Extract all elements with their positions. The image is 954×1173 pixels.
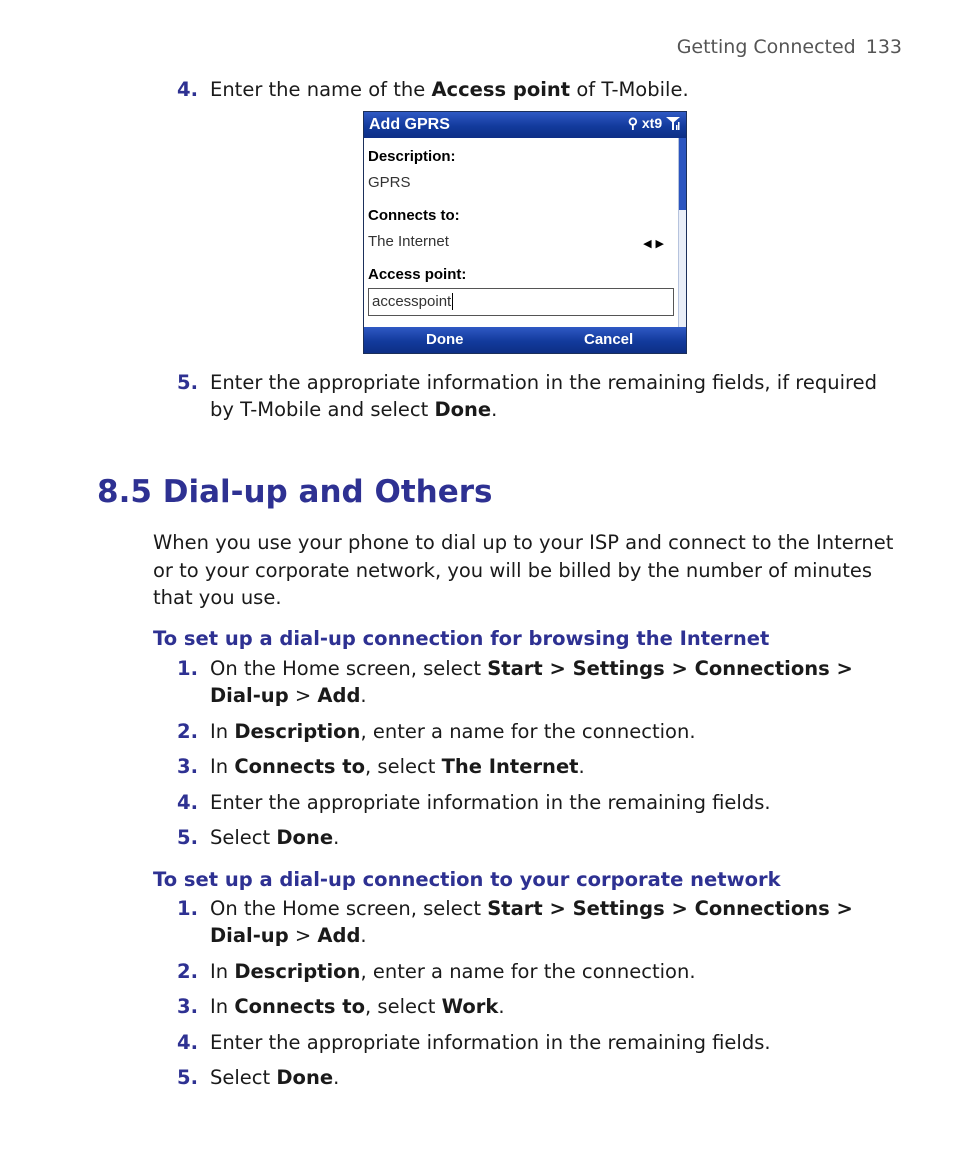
intro-line: or to your corporate network, you will be billed by the number of minutes [153, 558, 873, 582]
step-number: 5. [177, 371, 198, 394]
step-line [210, 789, 771, 816]
step-number: 5. [177, 1066, 198, 1089]
step-line [210, 824, 339, 851]
text-run: > [288, 924, 318, 947]
step-line [210, 76, 689, 103]
step-line [210, 993, 505, 1020]
step-line [210, 1064, 339, 1091]
left-arrow-icon[interactable]: ◀ [643, 238, 656, 250]
text-cursor [452, 293, 453, 310]
text-run: On the Home screen, select [210, 657, 488, 680]
step-number: 2. [177, 960, 198, 983]
text-run: by T-Mobile and select [210, 398, 435, 421]
bold-term: Done [276, 1066, 334, 1089]
step-line [210, 655, 853, 682]
screen-title: Add GPRS [369, 116, 450, 133]
step-text [210, 1029, 771, 1056]
step-number: 4. [177, 78, 198, 101]
text-run: . [360, 924, 367, 947]
done-softkey[interactable]: Done [426, 331, 464, 348]
step-text [210, 655, 853, 709]
text-run: On the Home screen, select [210, 897, 488, 920]
text-run: , select [365, 755, 442, 778]
bold-term: Dial-up [210, 924, 289, 947]
step-text [210, 958, 696, 985]
status-icons [628, 115, 680, 132]
step-line [210, 895, 853, 922]
softkey-bar [364, 327, 686, 353]
step-text [210, 895, 853, 949]
procedure-title-internet: To set up a dial-up connection for browsing the Internet [153, 627, 770, 650]
step-text [210, 718, 696, 745]
access-point-label: Access point: [368, 266, 467, 283]
step-line [210, 369, 877, 396]
step-number: 4. [177, 1031, 198, 1054]
bold-term: Add [317, 684, 361, 707]
step-text [210, 76, 689, 103]
bold-term: Connects to [234, 755, 366, 778]
step-text [210, 789, 771, 816]
bold-term: Description [234, 720, 361, 743]
bold-term: Start > Settings > Connections > [487, 657, 853, 680]
step-number: 1. [177, 897, 198, 920]
signal-strength-icon [666, 116, 680, 130]
text-run: , enter a name for the connection. [360, 720, 696, 743]
step-number: 4. [177, 791, 198, 814]
step-line [210, 682, 853, 709]
text-run: In [210, 995, 235, 1018]
scrollbar-thumb[interactable] [679, 138, 686, 210]
procedure-title-corporate: To set up a dial-up connection to your corporate network [153, 868, 781, 891]
step-line [210, 718, 696, 745]
text-run: Select [210, 826, 277, 849]
cancel-softkey[interactable]: Cancel [584, 331, 634, 348]
add-gprs-screenshot [363, 111, 687, 354]
step-number: 5. [177, 826, 198, 849]
step-line [210, 922, 853, 949]
step-text [210, 824, 339, 851]
text-run: , select [365, 995, 442, 1018]
bold-term: Dial-up [210, 684, 289, 707]
bold-term: The Internet [441, 755, 579, 778]
antenna-icon: ⚲ [627, 115, 638, 131]
input-mode-indicator: xt9 [641, 115, 663, 131]
connects-to-label: Connects to: [368, 207, 460, 224]
text-run: . [333, 1066, 340, 1089]
step-text [210, 993, 505, 1020]
text-run: In [210, 720, 235, 743]
bold-term: Add [317, 924, 361, 947]
form-area [364, 138, 686, 327]
text-run: Enter the appropriate information in the remaining fields. [210, 1031, 771, 1054]
running-header [677, 36, 902, 58]
text-run: Enter the appropriate information in the remaining fields, if required [210, 371, 877, 394]
text-run: Enter the appropriate information in the remaining fields. [210, 791, 771, 814]
step-number: 2. [177, 720, 198, 743]
right-arrow-icon[interactable]: ▶ [655, 238, 668, 250]
page-number: 133 [865, 36, 902, 58]
step-line [210, 1029, 771, 1056]
bold-term: Done [434, 398, 492, 421]
step-line [210, 753, 585, 780]
intro-line: that you use. [153, 586, 282, 609]
step-number: 3. [177, 995, 198, 1018]
text-run: . [360, 684, 367, 707]
bold-term: Connects to [234, 995, 366, 1018]
intro-line: When you use your phone to dial up to your ISP and connect to the Internet [153, 531, 894, 554]
connects-to-value[interactable]: The Internet [368, 233, 449, 250]
text-run: . [498, 995, 505, 1018]
text-run: . [333, 826, 340, 849]
title-bar [364, 112, 686, 138]
step-number: 3. [177, 755, 198, 778]
step-text [210, 753, 585, 780]
connects-to-picker[interactable] [643, 237, 668, 250]
bold-term: Description [234, 960, 361, 983]
text-run: . [578, 755, 585, 778]
text-run: Select [210, 1066, 277, 1089]
intro-paragraph [153, 529, 894, 612]
step-number: 1. [177, 657, 198, 680]
text-run: , enter a name for the connection. [360, 960, 696, 983]
bold-term: Access point [431, 78, 571, 101]
scrollbar[interactable] [678, 138, 686, 327]
access-point-input[interactable] [368, 288, 674, 316]
text-run: . [491, 398, 498, 421]
bold-term: Done [276, 826, 334, 849]
step-line [210, 958, 696, 985]
text-run: of T-Mobile. [570, 78, 689, 101]
section-heading: 8.5 Dial-up and Others [97, 474, 493, 510]
step-line [210, 396, 877, 423]
step-text [210, 369, 877, 423]
description-label: Description: [368, 148, 456, 165]
description-value[interactable]: GPRS [368, 174, 411, 191]
text-run: Enter the name of the [210, 78, 432, 101]
text-run: > [288, 684, 318, 707]
access-point-value: accesspoint [372, 293, 452, 310]
step-text [210, 1064, 339, 1091]
bold-term: Work [441, 995, 499, 1018]
text-run: In [210, 755, 235, 778]
bold-term: Start > Settings > Connections > [487, 897, 853, 920]
text-run: In [210, 960, 235, 983]
header-section-title: Getting Connected [676, 36, 856, 58]
